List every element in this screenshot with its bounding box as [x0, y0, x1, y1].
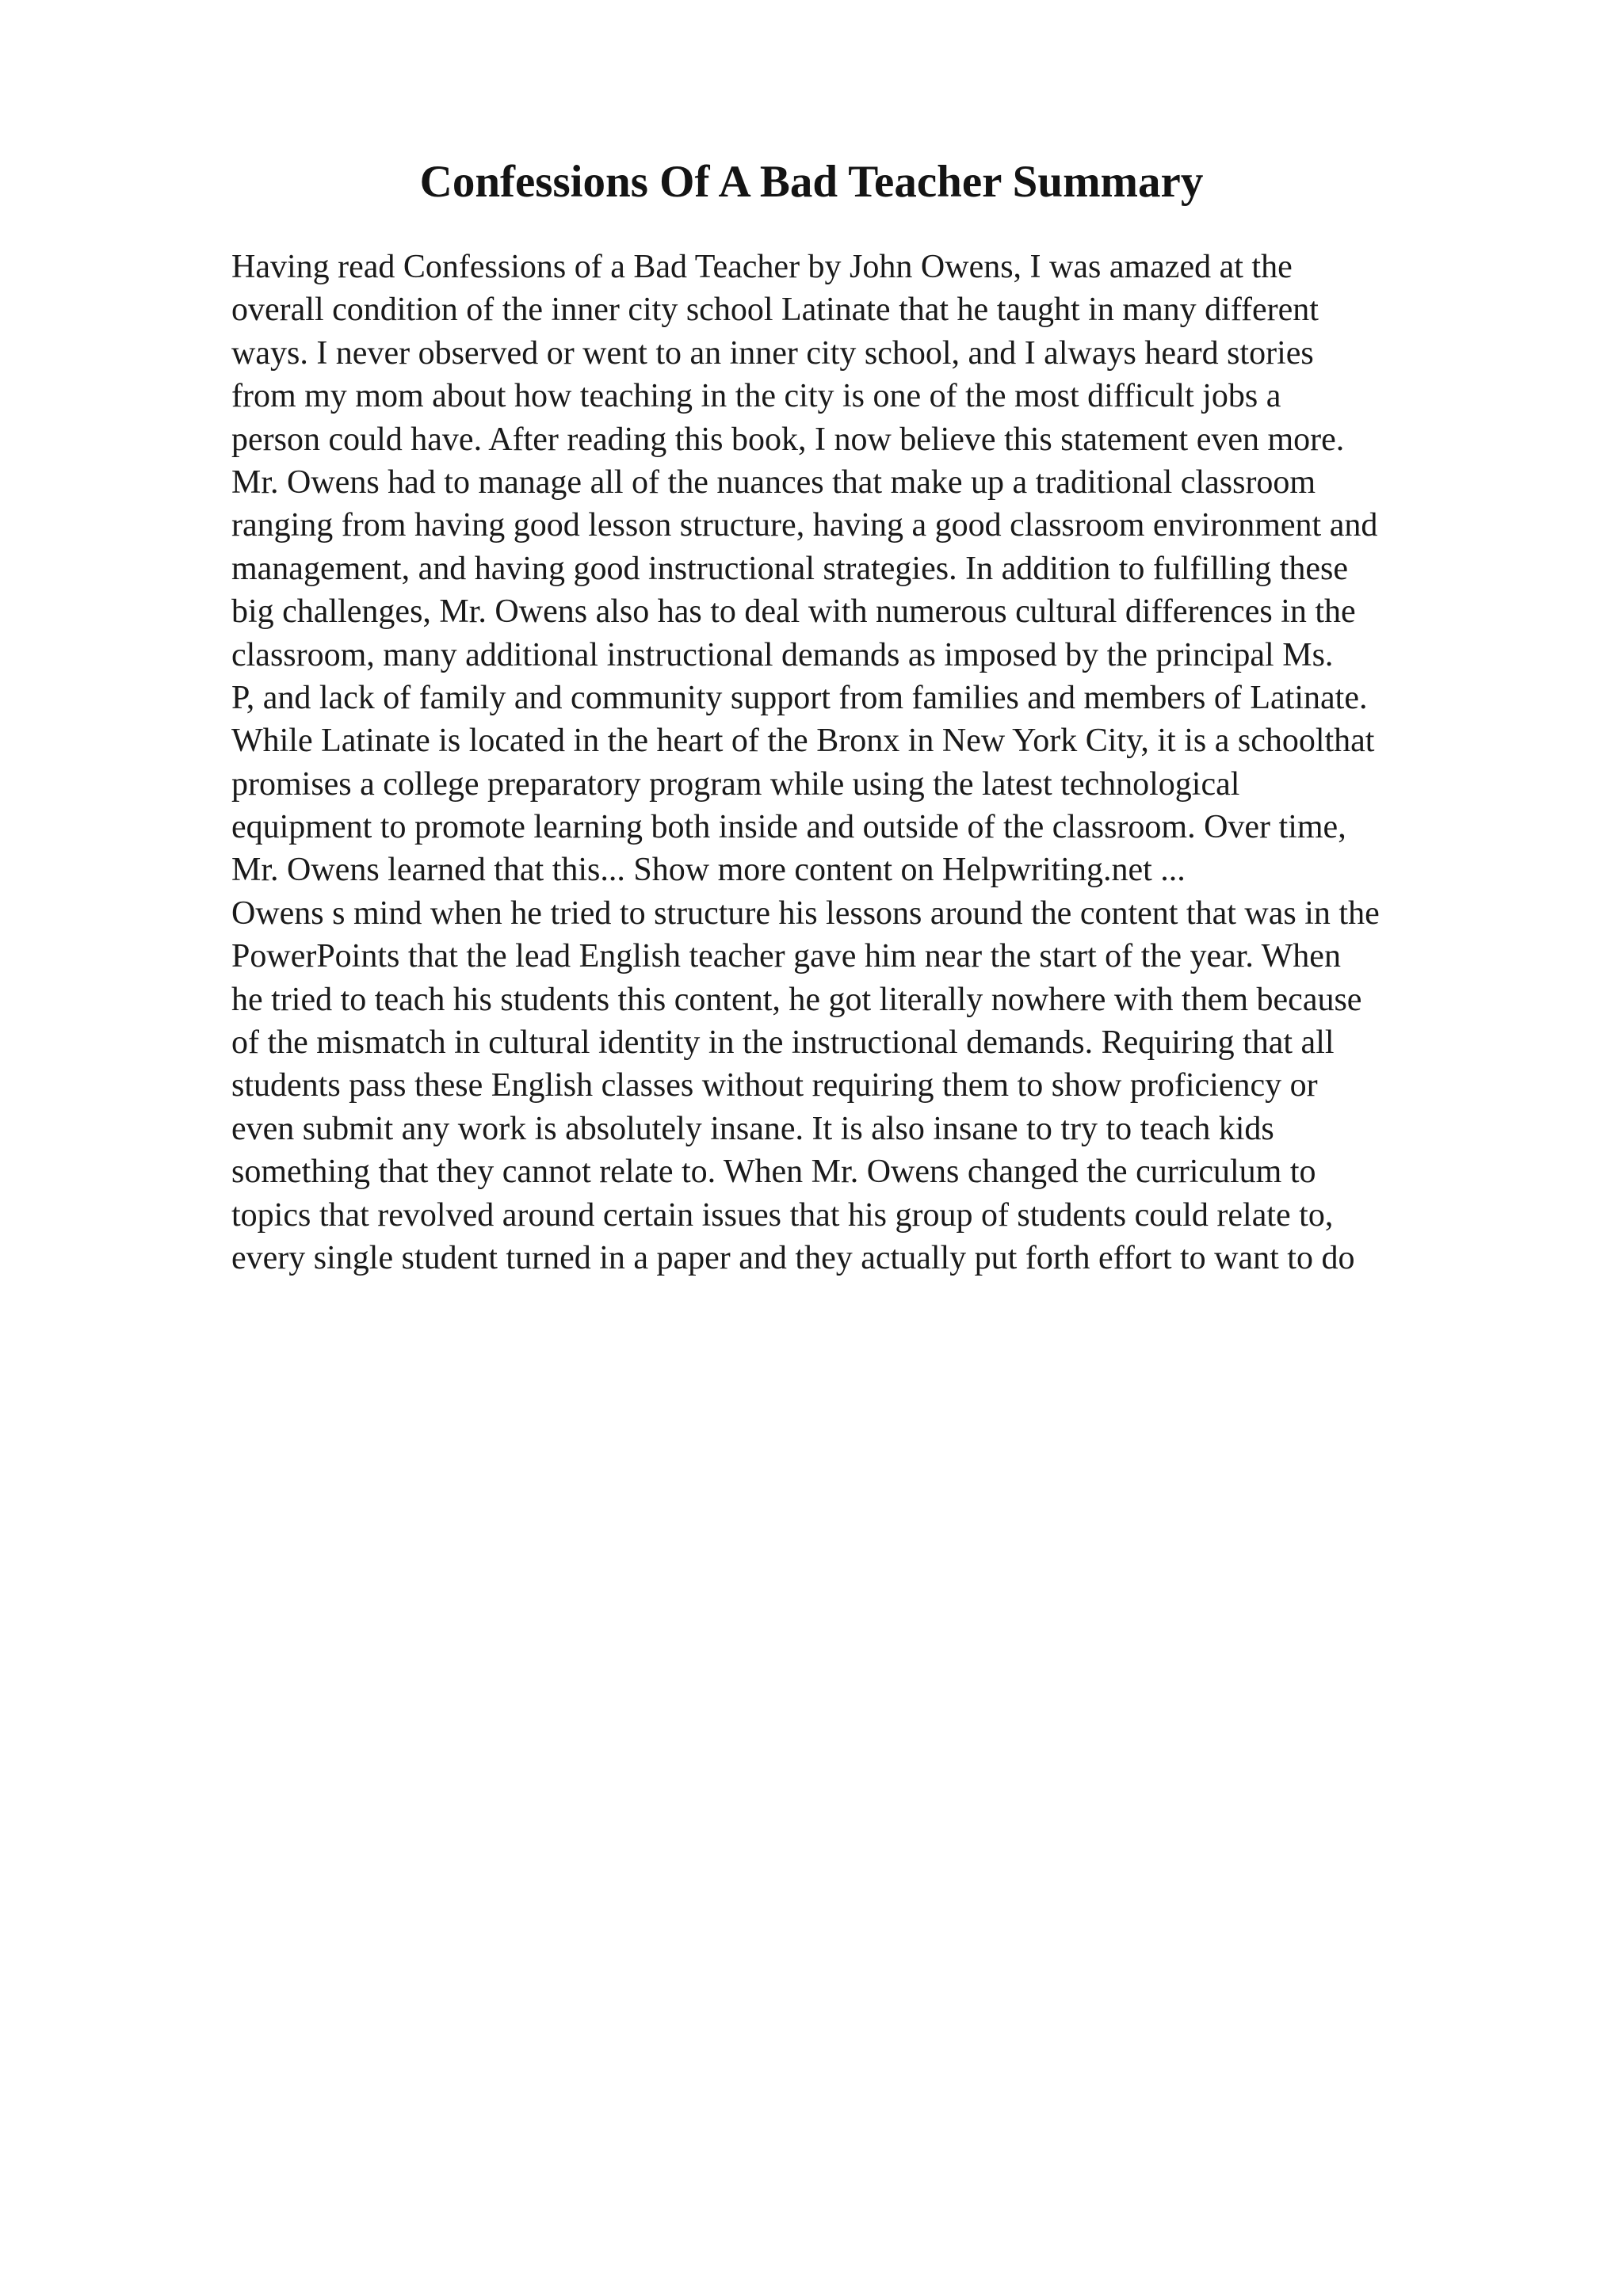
- body-line: Mr. Owens learned that this... Show more content on Helpwriting.net ...: [231, 852, 1186, 889]
- body-line: of the mismatch in cultural identity in the instructional demands. Requiring that all: [231, 1024, 1335, 1062]
- body-line: topics that revolved around certain issues that his group of students could relate to,: [231, 1196, 1334, 1234]
- body-line: PowerPoints that the lead English teacher gave him near the start of the year. When: [231, 938, 1341, 975]
- body-line: person could have. After reading this book, I now believe this statement even more.: [231, 421, 1345, 458]
- body-line: even submit any work is absolutely insane. It is also insane to try to teach kids: [231, 1110, 1274, 1147]
- body-line: P, and lack of family and community support from families and members of Latinate.: [231, 679, 1368, 716]
- body-line: classroom, many additional instructional demands as imposed by the principal Ms.: [231, 636, 1334, 673]
- document-body: [231, 246, 1515, 1280]
- body-line: equipment to promote learning both inside and outside of the classroom. Over time,: [231, 809, 1346, 846]
- body-line: something that they cannot relate to. When Mr. Owens changed the curriculum to: [231, 1154, 1316, 1191]
- body-line: overall condition of the inner city school Latinate that he taught in many different: [231, 292, 1319, 329]
- body-line: While Latinate is located in the heart of the Bronx in New York City, it is a schoolthat: [231, 723, 1375, 760]
- body-line: from my mom about how teaching in the city is one of the most difficult jobs a: [231, 378, 1281, 415]
- body-line: Having read Confessions of a Bad Teacher by John Owens, I was amazed at the: [231, 249, 1293, 285]
- body-line: Mr. Owens had to manage all of the nuances that make up a traditional classroom: [231, 463, 1316, 501]
- document-title: Confessions Of A Bad Teacher Summary: [419, 157, 1204, 207]
- body-line: big challenges, Mr. Owens also has to deal with numerous cultural differences in the: [231, 593, 1356, 631]
- body-line: every single student turned in a paper and they actually put forth effort to want to do: [231, 1239, 1355, 1276]
- body-line: promises a college preparatory program while using the latest technological: [231, 765, 1240, 803]
- body-line: ranging from having good lesson structure, having a good classroom environment and: [231, 507, 1378, 544]
- body-line: students pass these English classes without requiring them to show proficiency or: [231, 1067, 1318, 1104]
- body-line: he tried to teach his students this content, he got literally nowhere with them because: [231, 981, 1362, 1018]
- body-line: ways. I never observed or went to an inner city school, and I always heard stories: [231, 334, 1314, 372]
- body-line: management, and having good instructional strategies. In addition to fulfilling these: [231, 550, 1349, 587]
- body-line: Owens s mind when he tried to structure his lessons around the content that was in the: [231, 894, 1380, 932]
